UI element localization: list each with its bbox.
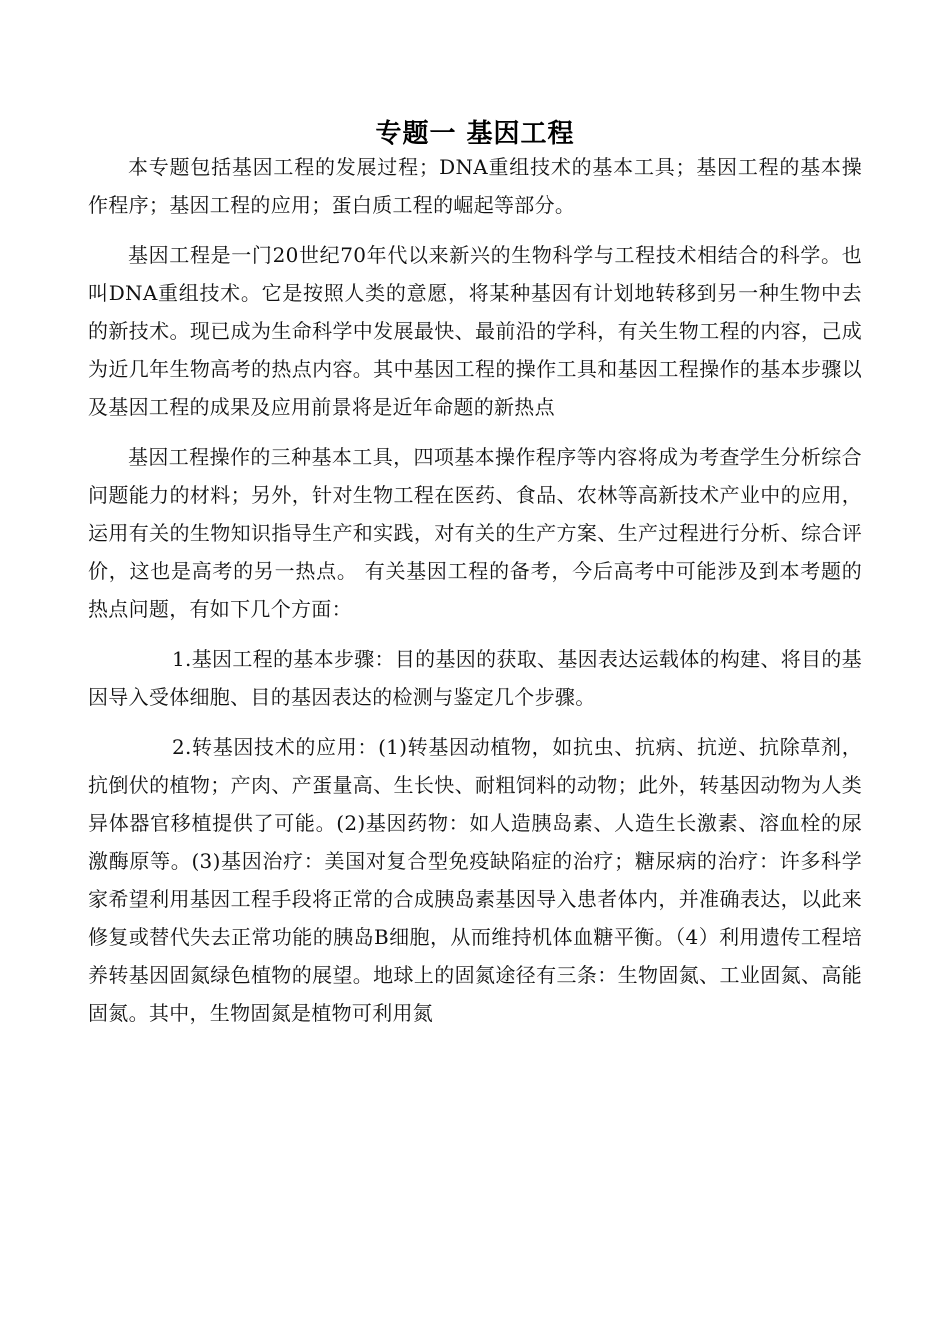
document-title: 专题一 基因工程 <box>375 119 575 149</box>
paragraph-point-1: 1.基因工程的基本步骤：目的基因的获取、基因表达运载体的构建、将目的基因导入受体细胞、目的基因表达的检测与鉴定几个步骤。 <box>88 647 862 709</box>
paragraph-point-2: 2.转基因技术的应用：(1)转基因动植物，如抗虫、抗病、抗逆、抗除草剂，抗倒伏的植物；产肉、产蛋量高、生长快、耐粗饲料的动物；此外，转基因动物为人类异体器官移植提供了可能。(2)基因药物：如人造胰岛素、人造生长激素、溶血栓的尿激酶原等。(3)基因治疗：美国对复合型免疫缺陷症的治疗；糖尿病的治疗：许多科学家希望利用基因工程手段将正常的合成胰岛素基因导入患者体内，并准确表达，以此来修复或替代失去正常功能的胰岛B细胞，从而维持机体血糖平衡。（4）利用遗传工程培养转基因固氮绿色植物的展望。地球上的固氮途径有三条：生物固氮、工业固氮、高能固氮。其中，生物固氮是植物可利用氮 <box>88 735 862 1025</box>
document-body <box>88 148 862 1044</box>
paragraph-scope: 本专题包括基因工程的发展过程；DNA重组技术的基本工具；基因工程的基本操作程序；基因工程的应用；蛋白质工程的崛起等部分。 <box>88 155 862 217</box>
paragraph-exam-focus: 基因工程操作的三种基本工具，四项基本操作程序等内容将成为考查学生分析综合问题能力的材料；另外，针对生物工程在医药、食品、农林等高新技术产业中的应用，运用有关的生物知识指导生产和实践，对有关的生产方案、生产过程进行分析、综合评价，这也是高考的另一热点。 有关基因工程的备考，今后高考中可能涉及到本考题的热点问题，有如下几个方面： <box>88 445 862 621</box>
paragraph-introduction: 基因工程是一门20世纪70年代以来新兴的生物科学与工程技术相结合的科学。也叫DNA重组技术。它是按照人类的意愿，将某种基因有计划地转移到另一种生物中去的新技术。现已成为生命科学中发展最快、最前沿的学科，有关生物工程的内容，己成为近几年生物高考的热点内容。其中基因工程的操作工具和基因工程操作的基本步骤以及基因工程的成果及应用前景将是近年命题的新热点 <box>88 243 862 419</box>
